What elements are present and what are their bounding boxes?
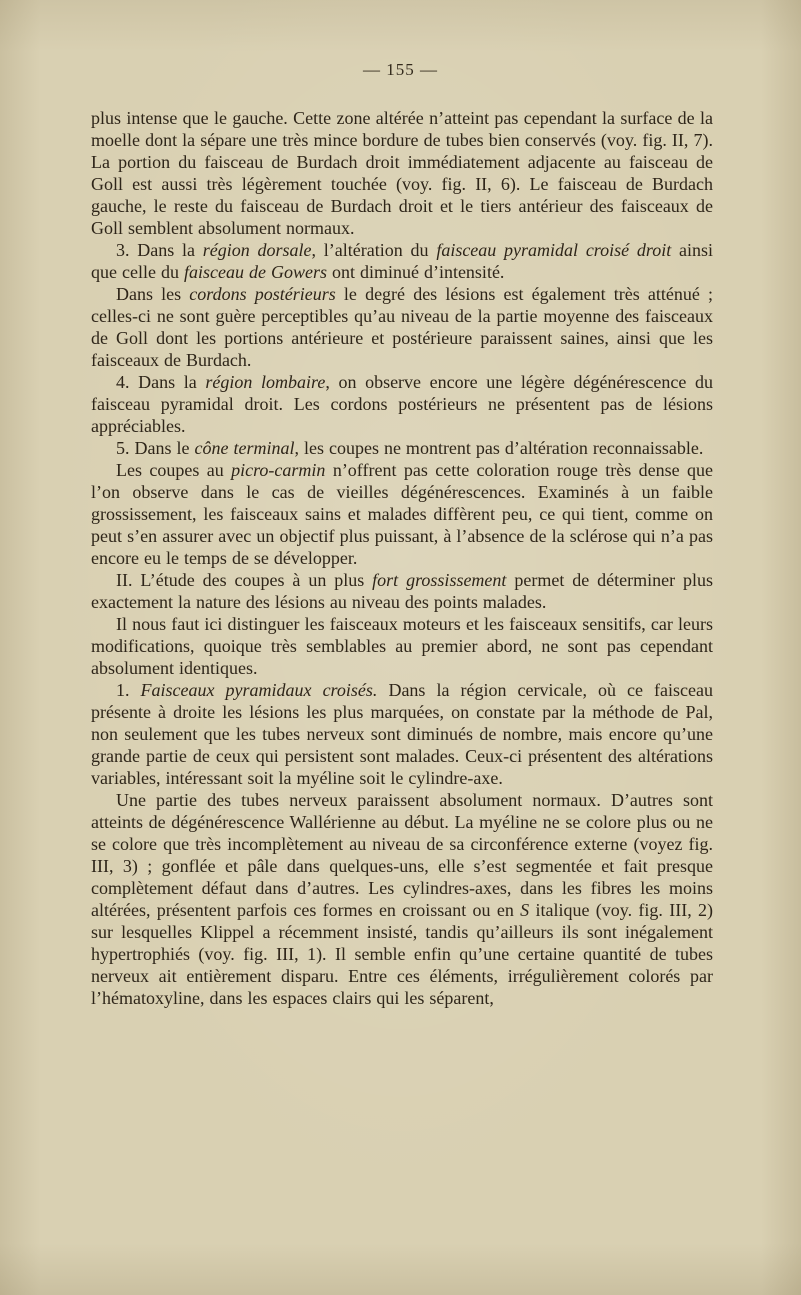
paragraph (91, 371, 713, 437)
text-segment: n’offrent pas cette coloration rouge très dense que l’on observe dans le cas de vieilles dégénérescences. Examinés à un faible grossissement, les faisceaux sains et malades diffèrent peu, ce qui tient, comme on peut s’en assurer avec un objectif plus puissant, à l’absence de la sclérose qui n’a pas encore eu le temps de se développer. (91, 460, 713, 568)
page-text (91, 107, 713, 1009)
text-segment: , l’altération du (311, 240, 437, 260)
text-segment-italic: faisceau pyramidal croisé droit (436, 240, 672, 260)
text-segment: 3. Dans la (116, 240, 203, 260)
text-segment-italic: fort grossissement (372, 570, 507, 590)
text-segment: permet de déterminer plus exactement la nature des lésions au niveau des points malades. (91, 570, 714, 612)
text-segment: Dans les (116, 284, 190, 304)
paragraph (91, 107, 713, 239)
text-segment: italique (voy. fig. III, 2) sur lesquelles Klippel a récemment insisté, tandis qu’ailleurs ils sont inégalement hypertrophiés (voy. fig. III, 1). Il semble enfin qu’une certaine quantité de tubes nerveux ait entièrement disparu. Entre ces éléments, irrégulièrement colorés par l’hématoxyline, dans les espaces clairs qui les séparent, (91, 900, 713, 1008)
paragraph (91, 613, 713, 679)
paragraph (91, 569, 713, 613)
text-segment: 5. Dans le (116, 438, 195, 458)
text-segment: , les coupes ne montrent pas d’altération reconnaissable. (294, 438, 704, 458)
text-segment: 1. (116, 680, 141, 700)
page-number: — 155 — (363, 60, 438, 79)
text-segment: Dans la région cervicale, où ce faisceau présente à droite les lésions les plus marquées, on constate par la méthode de Pal, non seulement que les tubes nerveux sont diminués de nombre, mais encore qu’une grande partie de ceux qui persistent sont malades. Ceux-ci présentent des altérations variables, intéressant soit la myéline soit le cylindre-axe. (91, 680, 714, 788)
text-segment-italic: faisceau de Gowers (183, 262, 327, 282)
text-segment: Il nous faut ici distinguer les faisceaux moteurs et les faisceaux sensitifs, car leurs modifications, quoique très semblables au premier abord, ne sont pas cependant absolument identiques. (91, 614, 713, 678)
text-segment-italic: picro-carmin (231, 460, 326, 480)
paragraph (91, 283, 713, 371)
text-segment-italic: Faisceaux pyramidaux croisés. (140, 680, 378, 700)
text-segment-italic: cône terminal (194, 438, 295, 458)
text-segment: , on observe encore une légère dégénérescence du faisceau pyramidal droit. Les cordons postérieurs ne présentent pas de lésions appréciables. (91, 372, 713, 436)
text-segment-italic: cordons postérieurs (189, 284, 336, 304)
text-segment-italic: région lombaire (205, 372, 326, 392)
text-segment-italic: région dorsale (202, 240, 312, 260)
paragraph (91, 789, 713, 1009)
text-segment-italic: S (520, 900, 530, 920)
paragraph (91, 459, 713, 569)
text-segment: plus intense que le gauche. Cette zone altérée n’atteint pas cependant la surface de la moelle dont la sépare une très mince bordure de tubes bien conservés (voy. fig. II, 7). La portion du faisceau de Burdach droit immédiatement adjacente au faisceau de Goll est aussi très légèrement touchée (voy. fig. II, 6). Le faisceau de Burdach gauche, le reste du faisceau de Burdach droit et le tiers antérieur des faisceaux de Goll semblent absolument normaux. (91, 108, 713, 238)
text-segment: Les coupes au (116, 460, 232, 480)
text-segment: ont diminué d’intensité. (326, 262, 505, 282)
text-segment: 4. Dans la (116, 372, 206, 392)
paragraph (91, 437, 713, 459)
text-segment: Une partie des tubes nerveux paraissent absolument normaux. D’autres sont atteints de dégénérescence Wallérienne au début. La myéline ne se colore plus ou ne se colore que très incomplètement au niveau de sa circonférence externe (voyez fig. III, 3) ; gonflée et pâle dans quelques-uns, elle s’est segmentée et fait presque complètement défaut dans d’autres. Les cylindres-axes, dans les fibres les moins altérées, présentent parfois ces formes en croissant ou en (91, 790, 713, 920)
paragraph (91, 239, 713, 283)
paragraph (91, 679, 713, 789)
text-segment: ainsi que celle du (91, 240, 714, 282)
text-segment: le degré des lésions est également très atténué ; celles-ci ne sont guère perceptibles qu’au niveau de la partie moyenne des faisceaux de Goll dont les portions antérieure et postérieure paraissent saines, ainsi que les faisceaux de Burdach. (91, 284, 713, 370)
text-segment: II. L’étude des coupes à un plus (116, 570, 373, 590)
